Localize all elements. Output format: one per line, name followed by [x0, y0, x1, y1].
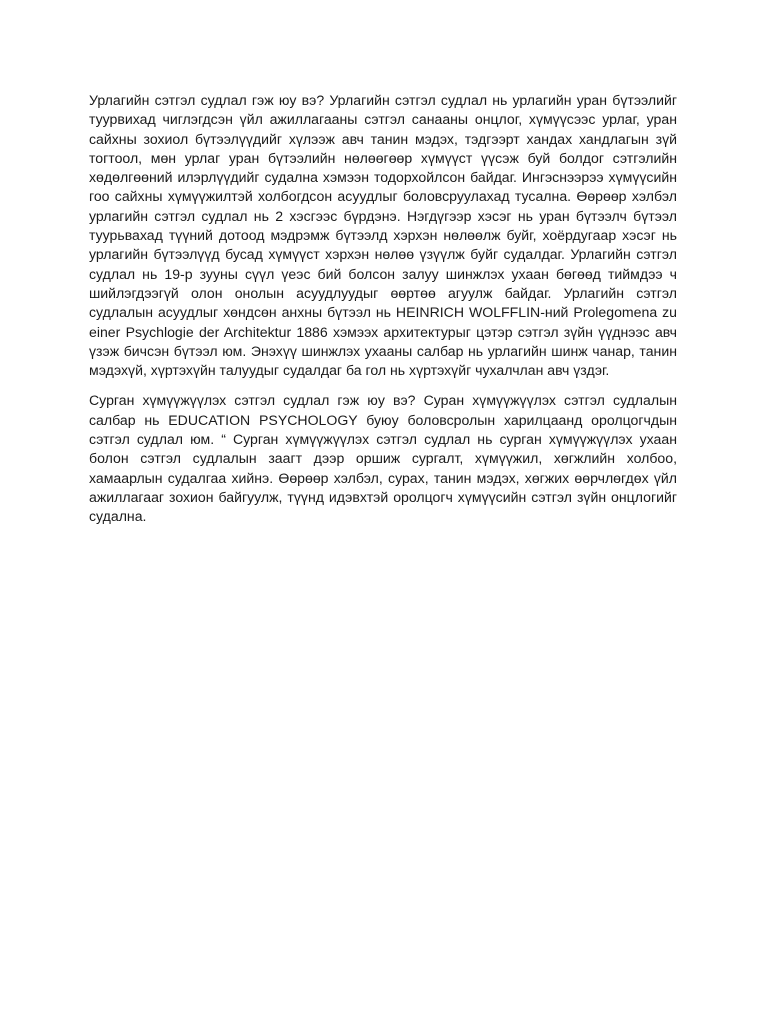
paragraph-art-psychology: Урлагийн сэтгэл судлал гэж юу вэ? Урлагийн сэтгэл судлал нь урлагийн уран бүтээлийг туурвихад чиглэгдсэн үйл ажиллагааны сэтгэл санааны онцлог, хүмүүсээс урлаг, уран сайхны зохиол бүтээлүүдийг хүлээж авч танин мэдэх, тэдгээрт хандах хандлагын зүй тогтоол, мөн урлаг уран бүтээлийн нөлөөгөөр хүмүүст үүсэж буй болдог сэтгэлийн хөдөлгөөний илэрлүүдийг судална хэмээн тодорхойлсон байдаг. Ингэснээрээ хүмүүсийн гоо сайхны хүмүүжилтэй холбогдсон асуудлыг боловсруулахад тусална. Өөрөөр хэлбэл урлагийн сэтгэл судлал нь 2 хэсгээс бүрдэнэ. Нэгдүгээр хэсэг нь уран бүтээлч бүтээл туурьвахад түүний дотоод мэдрэмж бүтээлд хэрхэн нөлөөлж буйг, хоёрдугаар хэсэг нь урлагийн бүтээлүүд бусад хүмүүст хэрхэн нөлөө үзүүлж буйг судалдаг. Урлагийн сэтгэл судлал нь 19-р зууны сүүл үеэс бий болсон залуу шинжлэх ухаан бөгөөд тиймдээ ч шийлэгдээгүй олон онолын асуудлуудыг өөртөө агуулж байдаг. Урлагийн сэтгэл судлалын асуудлыг хөндсөн анхны бүтээл нь HEINRICH WOLFFLIN-ний Prolegomena zu einer Psychlogie der Architektur 1886 хэмээх архитектурыг цэтэр сэтгэл зүйн үүднээс авч үзэж бичсэн бүтээл юм. Энэхүү шинжлэх ухааны салбар нь урлагийн шинж чанар, танин мэдэхүй, хүртэхүйн талуудыг судалдаг ба гол нь хүртэхүйг чухалчлан авч үздэг.	[89, 92, 677, 379]
document-body	[89, 91, 677, 538]
paragraph-educational-psychology: Сурган хүмүүжүүлэх сэтгэл судлал гэж юу вэ? Суран хүмүүжүүлэх сэтгэл судлалын салбар нь EDUCATION PSYCHOLOGY буюу боловсролын харилцаанд оролцогчдын сэтгэл судлал юм. “ Сурган хүмүүжүүлэх сэтгэл судлал нь сурган хүмүүжүүлэх ухаан болон сэтгэл судлалын заагт дээр оршиж сургалт, хүмүүжил, хөгжлийн холбоо, хамаарлын судалгаа хийнэ. Өөрөөр хэлбэл, сурах, танин мэдэх, хөгжих өөрчлөгдөх үйл ажиллагааг зохион байгуулж, түүнд идэвхтэй оролцогч хүмүүсийн сэтгэл зүйн онцлогийг судална.	[89, 392, 677, 525]
